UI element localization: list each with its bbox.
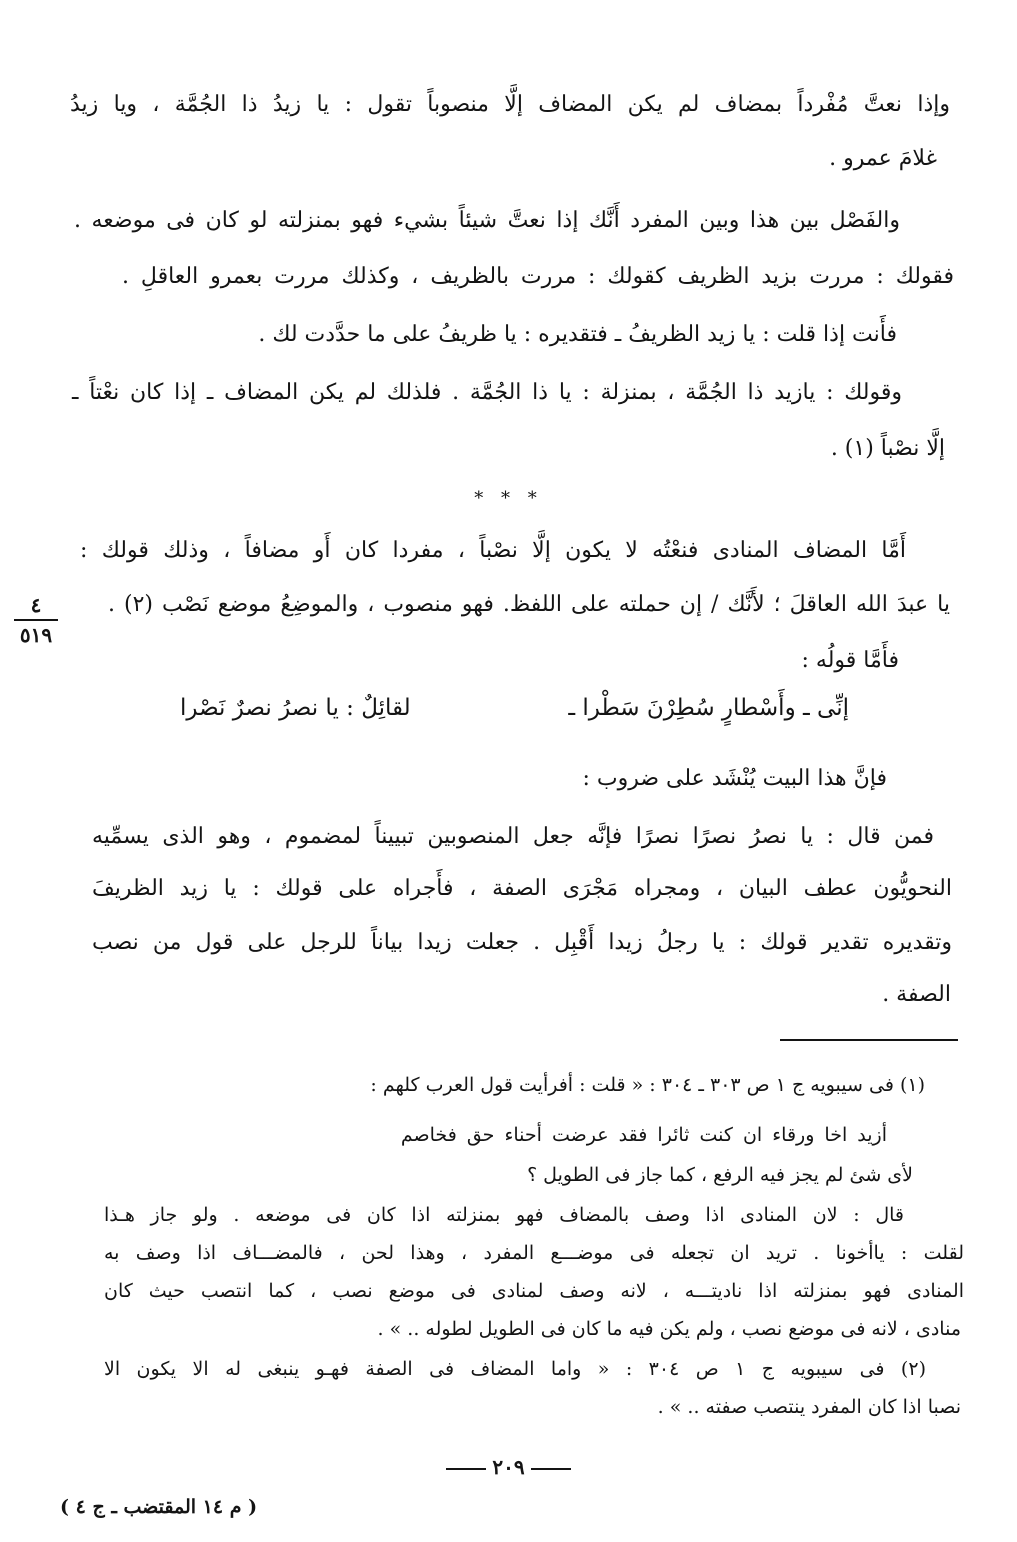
verse-hemistich-left: لقائِلٌ : يا نصرُ نصرٌ نَصْرا bbox=[180, 695, 411, 721]
text-line-2: غلامَ عمرو . bbox=[829, 146, 937, 171]
text-line-9: يا عبدَ الله العاقلَ ؛ لأَنَّك / إن حملته على اللفظ. فهو منصوب ، والموضِعُ موضع نَصْب (٢) . bbox=[108, 592, 950, 617]
footnote-2-line-2: نصبا اذا كان المفرد ينتصب صفته .. » . bbox=[657, 1396, 961, 1418]
footnote-1-verse: أزيد اخا ورقاء ان كنت ثائرا فقد عرضت أحناء حق فخاصم bbox=[400, 1124, 887, 1146]
footnote-1-line-4: قال : لان المنادى اذا وصف بالمضاف فهو بمنزلته اذا كان فى موضعه . ولو جاز هـذا bbox=[104, 1204, 904, 1226]
verse-hemistich-right: إنِّى ـ وأَسْطارٍ سُطِرْنَ سَطْرا ـ bbox=[568, 695, 849, 721]
text-line-6: وقولك : يازيد ذا الجُمَّة ، بمنزلة : يا ذا الجُمَّة . فلذلك لم يكن المضاف ـ إذا كان نعْتاً ـ bbox=[72, 380, 902, 405]
footnote-2-line-1: (٢) فى سيبويه ج ١ ص ٣٠٤ : « واما المضاف فى الصفة فهـو ينبغى له الا يكون الا bbox=[104, 1358, 926, 1380]
page-number bbox=[0, 1455, 1017, 1479]
text-line-12: فمن قال : يا نصرُ نصرًا نصرًا فإنَّه جعل المنصوبين تبييناً لمضموم ، وهو الذى يسمِّيه bbox=[92, 824, 934, 849]
page-number-value: ٢٠٩ bbox=[492, 1455, 525, 1479]
footnote-1-line-7: منادى ، لانه فى موضع نصب ، ولم يكن فيه ما كان فى الطويل لطوله .. » . bbox=[377, 1318, 961, 1340]
margin-ref-top: ٤ bbox=[30, 593, 42, 617]
footnote-1-line-5: لقلت : ياأخونا . تريد ان تجعله فى موضـــع المفرد ، وهذا لحن ، فالمضـــاف اذا وصف به bbox=[104, 1242, 964, 1264]
text-line-15: الصفة . bbox=[882, 982, 951, 1007]
text-line-13: النحويُّون عطف البيان ، ومجراه مَجْرَى الصفة ، فأَجراه على قولك : يا زيد الظريفَ bbox=[92, 876, 952, 901]
text-line-7: إلَّا نصْباً (١) . bbox=[830, 436, 945, 461]
footnote-1-line-1: (١) فى سيبويه ج ١ ص ٣٠٣ ـ ٣٠٤ : « قلت : أفرأيت قول العرب كلهم : bbox=[370, 1074, 925, 1096]
footnote-1-line-6: المنادى فهو بمنزلته اذا ناديتـــه ، لانه وصف لمنادى فى موضع نصب ، كما انتصب حيث كان bbox=[104, 1280, 964, 1302]
text-line-3: والفَصْل بين هذا وبين المفرد أَنَّك إذا نعتَّ شيئاً بشيء فهو بمنزلته لو كان فى موضعه . bbox=[74, 208, 900, 233]
section-separator: * * * bbox=[474, 488, 543, 509]
margin-ref-bar bbox=[14, 619, 58, 621]
margin-reference bbox=[14, 593, 58, 647]
page-number-dash-left bbox=[446, 1468, 486, 1470]
printer-signature: ( م ١٤ المقتضب ـ ج ٤ ) bbox=[60, 1496, 258, 1518]
text-line-11: فإنَّ هذا البيت يُنْشَد على ضروب : bbox=[582, 766, 887, 791]
footnote-rule bbox=[780, 1039, 958, 1041]
text-line-10: فأَمَّا قولُه : bbox=[801, 648, 899, 673]
text-line-1: وإذا نعتَّ مُفْرداً بمضاف لم يكن المضاف إلَّا منصوباً تقول : يا زيدُ ذا الجُمَّة ، ويا زيدُ bbox=[70, 92, 950, 117]
margin-ref-bottom: ٥١٩ bbox=[19, 623, 53, 647]
text-line-5: فأَنت إذا قلت : يا زيد الظريفُ ـ فتقديره : يا ظريفُ على ما حدَّدت لك . bbox=[258, 322, 897, 347]
page-number-dash-right bbox=[531, 1468, 571, 1470]
text-line-4: فقولك : مررت بزيد الظريف كقولك : مررت بالظريف ، وكذلك مررت بعمرو العاقلِ . bbox=[122, 264, 954, 289]
footnote-1-line-3: لأى شئ لم يجز فيه الرفع ، كما جاز فى الطويل ؟ bbox=[527, 1164, 913, 1186]
text-line-14: وتقديره تقدير قولك : يا رجلُ زيدا أَقْبِل . جعلت زيدا بياناً للرجل على قول من نصب bbox=[92, 930, 952, 955]
text-line-8: أَمَّا المضاف المنادى فنعْتُه لا يكون إلَّا نصْباً ، مفردا كان أَو مضافاً ، وذلك قولك : bbox=[80, 538, 906, 563]
